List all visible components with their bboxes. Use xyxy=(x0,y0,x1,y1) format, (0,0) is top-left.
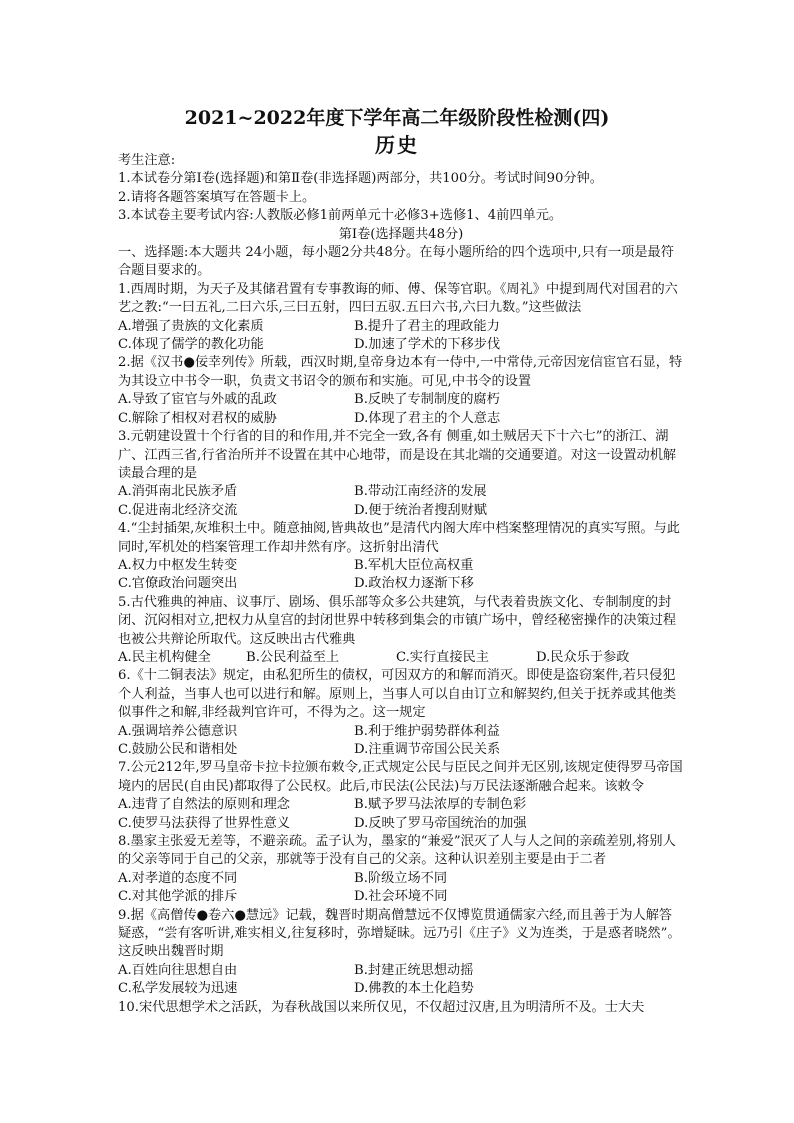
option-b: B.提升了君主的理政能力 xyxy=(354,318,500,334)
note-item: 2.请将各题答案填写在答题卡上。 xyxy=(118,189,316,205)
section-title: 第Ⅰ卷(选择题共48分) xyxy=(338,226,464,242)
option-d: D.便于统治者搜刮财赋 xyxy=(354,502,487,518)
exam-title: 2021~2022年度下学年高二年级阶段性检测(四) xyxy=(184,107,610,129)
option-a: A.违背了自然法的原则和理念 xyxy=(118,797,290,813)
option-b: B.公民利益至上 xyxy=(246,649,340,665)
option-row xyxy=(118,391,684,409)
option-row xyxy=(118,557,684,575)
question-stem: 6.《十二铜表法》规定，由私犯所生的债权，可因双方的和解而消灭。即使是盗窃案件,若只侵犯个人利益，当事人也可以进行和解。原则上，当事人可以自由订立和解契约,但关于抚养或其他类似事件之和解,非经裁判官许可，不得为之。这一规定 xyxy=(118,668,677,721)
option-a: A.增强了贵族的文化素质 xyxy=(118,318,264,334)
option-d: D.加速了学术的下移步伐 xyxy=(354,337,501,353)
option-b: B.军机大臣位高权重 xyxy=(354,557,474,573)
option-b: B.反映了专制制度的腐朽 xyxy=(354,392,500,408)
question-stem: 5.古代雅典的神庙、议事厅、剧场、俱乐部等众多公共建筑，与代表着贵族文化、专制制度的封闭、沉闷相对立,把权力从皇宫的封闭世界中转移到集会的市镇广场中，曾经秘密操作的决策过程也被公共辩论所取代。这反映出古代雅典 xyxy=(118,594,677,647)
option-c: C.官僚政治问题突出 xyxy=(118,576,238,592)
option-row xyxy=(118,870,684,888)
note-item: 1.本试卷分第Ⅰ卷(选择题)和第Ⅱ卷(非选择题)两部分，共100分。考试时间90分钟。 xyxy=(118,171,603,187)
option-a: A.权力中枢发生转变 xyxy=(118,557,238,573)
question-stem: 9.据《高僧传●卷六●慧远》记载，魏晋时期高僧慧远不仅博览贯通儒家六经,而且善于为人解答疑惑，“尝有客听讲,难实相义,往复移时，弥增疑昧。远乃引《庄子》义为连类，于是惑者晓然”。这反映出魏晋时期 xyxy=(118,907,681,960)
option-d: D.体现了君主的个人意志 xyxy=(354,410,501,426)
option-a: A.消弭南北民族矛盾 xyxy=(118,484,238,500)
option-b: B.带动江南经济的发展 xyxy=(354,484,487,500)
question-stem: 7.公元212年,罗马皇帝卡拉卡拉颁布敕令,正式规定公民与臣民之间并无区别,该规定使得罗马帝国境内的居民(自由民)都取得了公民权。此后,市民法(公民法)与万民法逐渐融合起来。该敕令 xyxy=(118,760,683,794)
option-d: D.佛教的本土化趋势 xyxy=(354,981,474,997)
notes-heading: 考生注意: xyxy=(118,153,176,168)
option-row xyxy=(118,980,684,998)
option-d: D.社会环境不同 xyxy=(354,889,448,905)
subject-title: 历史 xyxy=(375,133,419,157)
option-c: C.促进南北经济交流 xyxy=(118,502,238,518)
option-b: B.利于维护弱势群体利益 xyxy=(354,723,500,739)
option-row xyxy=(118,888,684,906)
option-c: C.鼓励公民和谐相处 xyxy=(118,742,238,757)
question-stem: 10.宋代思想学术之活跃，为春秋战国以来所仅见，不仅超过汉唐,且为明清所不及。士大夫 xyxy=(118,999,645,1015)
option-a: A.对孝道的态度不同 xyxy=(118,870,238,886)
question-stem: 4.“尘封插架,灰堆积土中。随意抽阅,皆典故也”是清代内阁大库中档案整理情况的真实写照。与此同时,军机处的档案管理工作却井然有序。这折射出清代 xyxy=(118,521,680,555)
option-row xyxy=(118,410,684,428)
option-d: D.民众乐于参政 xyxy=(536,649,630,665)
option-b: B.阶级立场不同 xyxy=(354,870,448,886)
question-stem: 1.西周时期，为天子及其储君置有专事教诲的师、傅、保等官职。《周礼》中提到周代对国君的六艺之教:“一曰五礼,二曰六乐,三曰五射，四曰五驭.五曰六书,六曰九数。”这些做法 xyxy=(118,281,678,316)
option-c: C.体现了儒学的教化功能 xyxy=(118,337,264,353)
option-b: B.赋予罗马法浓厚的专制色彩 xyxy=(354,797,527,813)
option-row xyxy=(118,575,684,593)
section-instruction: 一、选择题:本大题共 24小题，每小题2分共48分。在每小题所给的四个选项中,只有一项是最符合题目要求的。 xyxy=(118,245,674,279)
question-stem: 3.元朝建设置十个行省的目的和作用,并不完全一致,各有 侧重,如土贼居天下十六七”的浙江、湖广、江西三省,行省治所并不设置在其中心地带，而是设在其北端的交通要道。对这一设置动机解读最合理的是 xyxy=(118,429,677,481)
option-row xyxy=(118,741,684,759)
exam-content xyxy=(118,152,684,1017)
question-stem: 8.墨家主张爱无差等，不避亲疏。孟子认为，墨家的“兼爱”泯灭了人与人之间的亲疏差别,将别人的父亲等同于自己的父亲，那就等于没有自己的父亲。这种认识差别主要是由于二者 xyxy=(118,834,676,868)
question-stem: 2.据《汉书●佞幸列传》所载，西汉时期,皇帝身边本有一侍中,一中常侍,元帝因宠信宦官石显，特为其设立中书令一职，负责文书诏令的颁布和实施。可见,中书令的设置 xyxy=(118,355,683,389)
option-b: B.封建正统思想动摇 xyxy=(354,962,474,978)
option-c: C.对其他学派的排斥 xyxy=(118,889,238,905)
option-d: D.注重调节帝国公民关系 xyxy=(354,742,501,757)
option-a: A.导致了宦官与外戚的乱政 xyxy=(118,392,277,408)
note-item: 3.本试卷主要考试内容:人教版必修1前两单元十必修3+选修1、4前四单元。 xyxy=(118,208,563,224)
option-row xyxy=(118,815,684,833)
option-row xyxy=(118,723,684,741)
option-d: D.政治权力逐渐下移 xyxy=(354,576,474,592)
option-c: C.解除了相权对君权的威胁 xyxy=(118,410,277,426)
option-d: D.反映了罗马帝国统治的加强 xyxy=(354,815,527,831)
option-c: C.使罗马法获得了世界性意义 xyxy=(118,815,291,831)
option-row xyxy=(118,336,684,354)
option-c: C.实行直接民主 xyxy=(396,649,489,665)
option-a: A.民主机构健全 xyxy=(118,649,211,665)
option-row xyxy=(118,502,684,520)
option-row xyxy=(118,649,684,667)
option-row xyxy=(118,318,684,336)
option-a: A.百姓向往思想自由 xyxy=(118,962,238,978)
option-row xyxy=(118,796,684,814)
option-a: A.强调培养公德意识 xyxy=(118,723,238,739)
option-row xyxy=(118,483,684,501)
option-c: C.私学发展较为迅速 xyxy=(118,981,238,997)
option-row xyxy=(118,962,684,980)
